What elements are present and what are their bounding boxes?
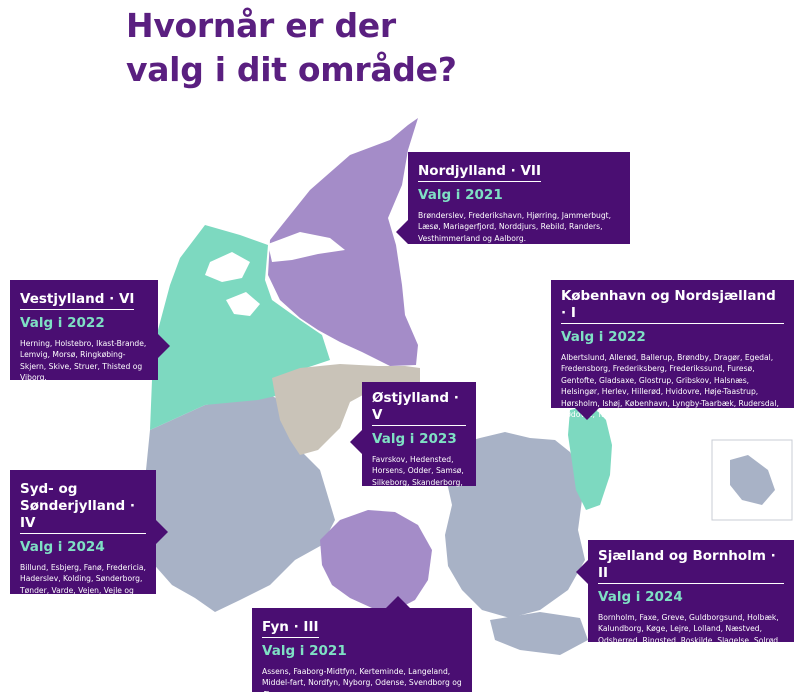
region-name: København og Nordsjælland · I [561,288,784,324]
region-shape-fyn[interactable] [320,510,432,610]
page-title-line-1: Hvornår er der [126,6,396,45]
region-municipalities: Albertslund, Allerød, Ballerup, Brøndby, Dragør, Egedal, Fredensborg, Frederiksberg, Frederikssund, Furesø, Gentofte, Gladsaxe, Glostrup, Gribskov, Halsnæs, Helsingør, Herlev, Hillerød, Hvidovre, Høje-Taastrup, Hørsholm, Ishøj, København, Lyngby-Taarbæk, Rudersdal, Rødovre, Tårnby og Vallensbæk. [561,353,779,420]
region-name-line-1: Syd- og [20,481,78,497]
callout-pointer [158,334,170,358]
callout-pointer [386,596,410,608]
region-name: Sjælland og Bornholm · II [598,548,784,584]
region-election-year: Valg i 2021 [418,187,503,203]
callout-pointer [575,408,599,420]
region-name: Østjylland · V [372,390,466,426]
region-name: Vestjylland · VI [20,291,134,310]
region-municipalities: Favrskov, Hedensted, Horsens, Odder, Samsø, Silkeborg, Skanderborg, Syddjurs og Århus. [372,455,464,499]
region-election-year: Valg i 2024 [20,539,105,555]
callout-pointer [576,560,588,584]
callout-pointer [156,520,168,544]
region-election-year: Valg i 2021 [262,643,347,659]
region-shape-bornholm[interactable] [730,455,775,505]
region-box-fyn [252,608,472,699]
region-election-year: Valg i 2022 [561,329,646,345]
region-box-koebenhavn-nordsjaelland [551,280,794,420]
region-box-oestjylland [362,382,476,499]
region-municipalities: Assens, Faaborg-Midtfyn, Kerteminde, Langeland, Middel-fart, Nordfyn, Nyborg, Odense, Svendborg og Ærø. [262,667,462,699]
region-name: Fyn · III [262,619,319,638]
region-election-year: Valg i 2023 [372,431,457,447]
region-box-vestjylland [10,280,158,383]
region-name: Nordjylland · VII [418,163,541,182]
region-name-line-2: Sønderjylland · IV [20,498,146,534]
region-box-sjaelland-bornholm [588,540,794,657]
region-municipalities: Brønderslev, Frederikshavn, Hjørring, Jammerbugt, Læsø, Mariagerfjord, Norddjurs, Rebild, Randers, Vesthimmerland og Aalborg. [418,211,612,243]
region-box-syd-soenderjylland [10,470,156,607]
region-municipalities: Billund, Esbjerg, Fanø, Fredericia, Haderslev, Kolding, Sønderborg, Tønder, Varde, Vejen, Vejle og Aabenraa. [20,563,146,607]
region-election-year: Valg i 2024 [598,589,683,605]
region-municipalities: Herning, Holstebro, Ikast-Brande, Lemvig, Morsø, Ringkøbing-Skjern, Skive, Struer, Thisted og Viborg. [20,339,147,383]
callout-pointer [396,220,408,244]
callout-pointer [350,430,362,454]
region-election-year: Valg i 2022 [20,315,105,331]
page-title-line-2: valg i dit område? [126,50,457,89]
region-municipalities: Bornholm, Faxe, Greve, Guldborgsund, Holbæk, Kalundborg, Køge, Lejre, Lolland, Næstved, Odsherred, Ringsted, Roskilde, Slagelse, Solrød, Sorø, Stevns og Vordingborg. [598,613,781,657]
region-box-nordjylland [408,152,630,244]
